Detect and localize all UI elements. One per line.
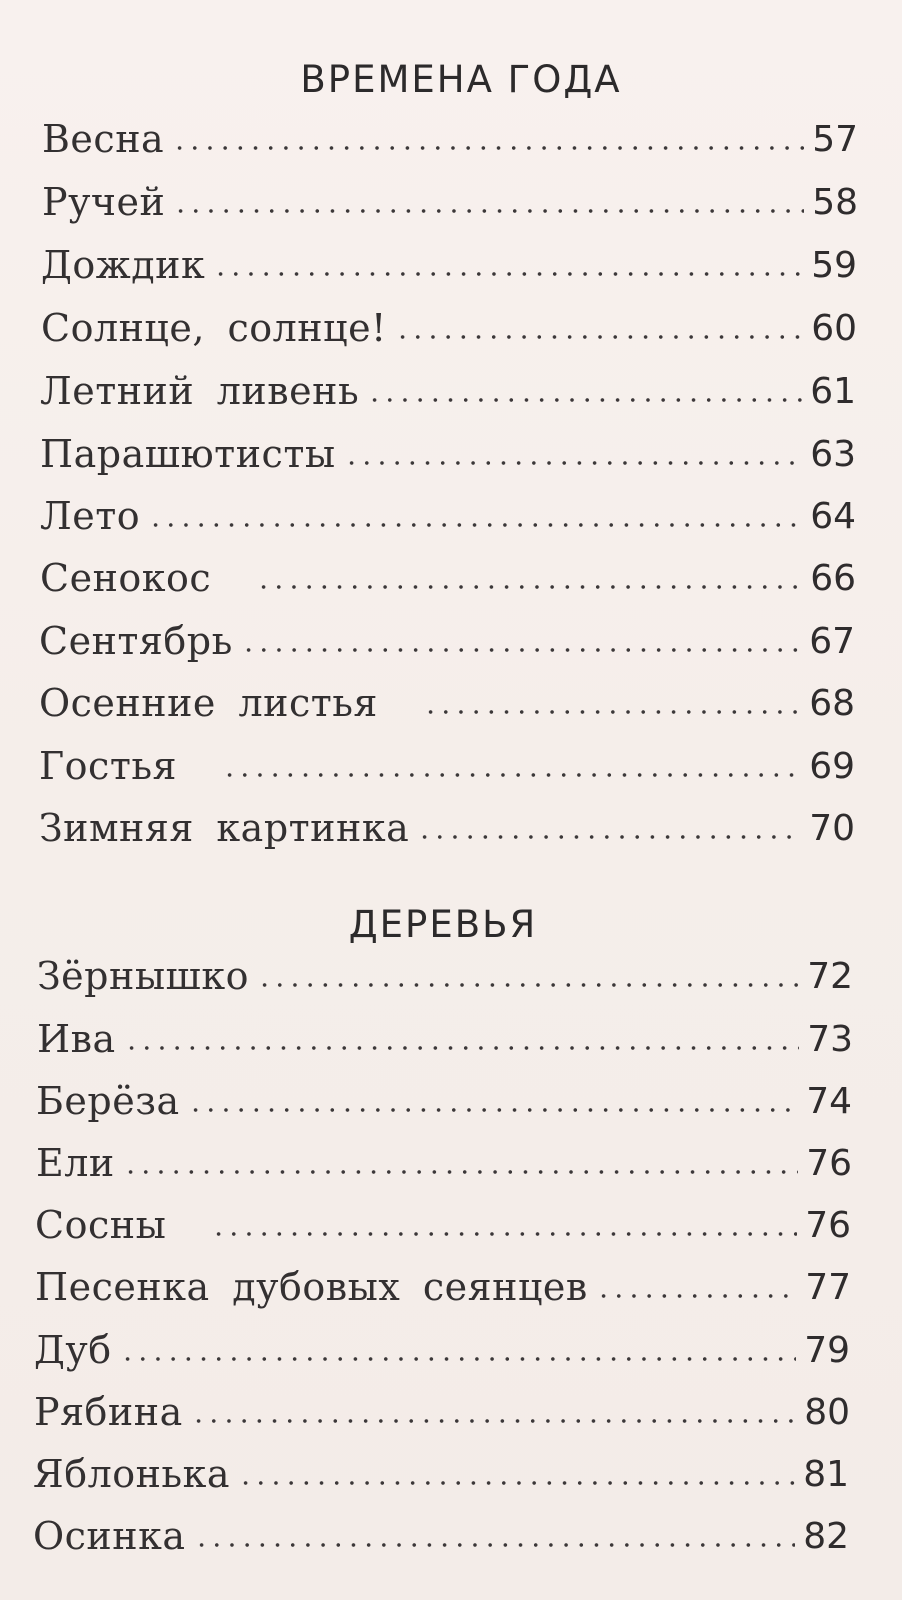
toc-entry-title: Парашютисты bbox=[40, 432, 336, 476]
toc-entry bbox=[34, 1321, 850, 1372]
dot-leader bbox=[222, 773, 801, 777]
dot-leader bbox=[124, 1046, 800, 1050]
toc-entry-title: Осинка bbox=[33, 1514, 186, 1558]
dot-leader bbox=[188, 1108, 799, 1112]
dot-leader bbox=[423, 710, 801, 714]
toc-entry-page: 76 bbox=[806, 1143, 852, 1184]
toc-entry bbox=[33, 1507, 849, 1558]
toc-entry bbox=[37, 1010, 853, 1061]
toc-entry bbox=[34, 1383, 850, 1434]
toc-entry-title: Гостья bbox=[39, 744, 178, 788]
section-heading: ВРЕМЕНА ГОДА bbox=[300, 58, 622, 101]
toc-entry-page: 70 bbox=[809, 808, 855, 849]
dot-leader bbox=[417, 835, 801, 839]
toc-entry-page: 74 bbox=[806, 1081, 852, 1122]
dot-leader bbox=[596, 1294, 797, 1298]
dot-leader bbox=[238, 1481, 795, 1485]
toc-entry-page: 72 bbox=[807, 956, 853, 997]
toc-entry bbox=[40, 487, 856, 538]
toc-entry bbox=[39, 674, 855, 725]
toc-entry-page: 58 bbox=[812, 182, 858, 223]
toc-entry-title: Дождик bbox=[41, 243, 206, 287]
dot-leader bbox=[120, 1357, 797, 1361]
toc-entry-page: 69 bbox=[809, 746, 855, 787]
toc-entry-title: Зимняя картинка bbox=[39, 806, 410, 850]
toc-entry-page: 73 bbox=[807, 1019, 853, 1060]
toc-entry-title: Осенние листья bbox=[39, 681, 378, 725]
toc-entry-title: Дуб bbox=[34, 1328, 112, 1372]
toc-entry-title: Зёрнышко bbox=[37, 954, 250, 998]
toc-entry-page: 63 bbox=[810, 434, 856, 475]
toc-entry-page: 80 bbox=[804, 1392, 850, 1433]
toc-entry-title: Лето bbox=[40, 494, 141, 538]
toc-entry-page: 60 bbox=[811, 308, 857, 349]
toc-entry-title: Весна bbox=[42, 117, 165, 161]
dot-leader bbox=[123, 1170, 798, 1174]
toc-entry-title: Песенка дубовых сеянцев bbox=[35, 1265, 588, 1309]
toc-entry-title: Солнце, солнце! bbox=[41, 306, 387, 350]
dot-leader bbox=[172, 146, 804, 150]
toc-entry-page: 79 bbox=[804, 1330, 850, 1371]
dot-leader bbox=[213, 272, 803, 276]
toc-entry bbox=[36, 1134, 852, 1185]
dot-leader bbox=[257, 983, 799, 987]
toc-entry-page: 77 bbox=[805, 1267, 851, 1308]
toc-entry bbox=[35, 1258, 851, 1309]
toc-entry-page: 67 bbox=[809, 621, 855, 662]
toc-entry-title: Летний ливень bbox=[40, 369, 360, 413]
dot-leader bbox=[367, 398, 802, 402]
dot-leader bbox=[194, 1543, 796, 1547]
toc-entry-title: Ели bbox=[36, 1141, 115, 1185]
toc-entry-page: 68 bbox=[809, 683, 855, 724]
toc-entry-title: Сентябрь bbox=[39, 619, 233, 663]
toc-entry bbox=[41, 299, 857, 350]
toc-entry-title: Ручей bbox=[42, 180, 166, 224]
toc-entry bbox=[35, 1196, 851, 1247]
dot-leader bbox=[148, 523, 802, 527]
toc-entry bbox=[42, 110, 858, 161]
toc-entry bbox=[36, 1072, 852, 1123]
dot-leader bbox=[256, 585, 802, 589]
dot-leader bbox=[191, 1419, 796, 1423]
section-heading: ДЕРЕВЬЯ bbox=[348, 903, 538, 946]
toc-entry-page: 66 bbox=[810, 558, 856, 599]
toc-entry-title: Берёза bbox=[36, 1079, 180, 1123]
toc-entry-title: Яблонька bbox=[33, 1452, 231, 1496]
toc-entry bbox=[39, 799, 855, 850]
dot-leader bbox=[241, 648, 801, 652]
toc-entry-title: Сосны bbox=[35, 1203, 167, 1247]
toc-entry bbox=[37, 947, 853, 998]
toc-entry-page: 59 bbox=[811, 245, 857, 286]
toc-entry-page: 82 bbox=[803, 1516, 849, 1557]
toc-entry-page: 64 bbox=[810, 496, 856, 537]
toc-entry-title: Сенокос bbox=[40, 556, 212, 600]
toc-entry bbox=[39, 612, 855, 663]
toc-entry bbox=[40, 425, 856, 476]
toc-entry bbox=[40, 362, 856, 413]
toc-entry-page: 76 bbox=[805, 1205, 851, 1246]
toc-entry-title: Рябина bbox=[34, 1390, 183, 1434]
toc-entry-page: 61 bbox=[810, 371, 856, 412]
dot-leader bbox=[395, 335, 803, 339]
toc-entry bbox=[42, 173, 858, 224]
dot-leader bbox=[173, 209, 804, 213]
toc-entry bbox=[39, 737, 855, 788]
toc-entry-title: Ива bbox=[37, 1017, 116, 1061]
dot-leader bbox=[344, 461, 803, 465]
toc-entry bbox=[33, 1445, 849, 1496]
toc-entry-page: 57 bbox=[812, 119, 858, 160]
toc-entry-page: 81 bbox=[803, 1454, 849, 1495]
toc-entry bbox=[40, 549, 856, 600]
toc-entry bbox=[41, 236, 857, 287]
dot-leader bbox=[211, 1232, 797, 1236]
